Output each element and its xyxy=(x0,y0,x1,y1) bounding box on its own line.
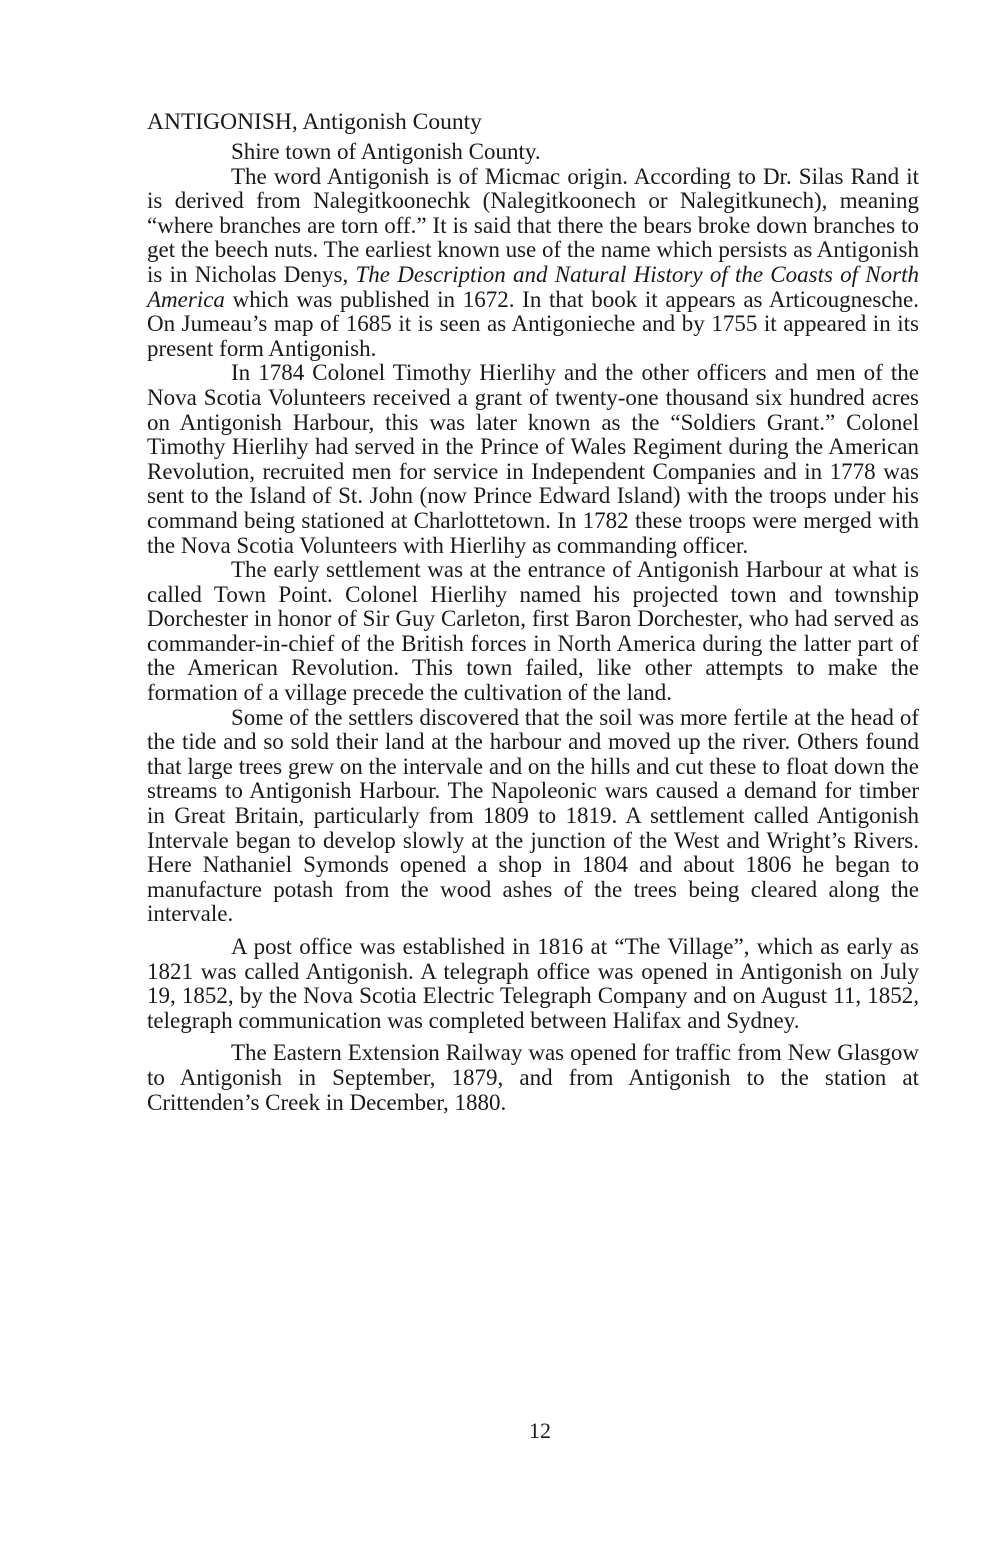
paragraph-name-origin-part-2: which was published in 1672. In that book it appears as Articougnesche. On Jumeau’s map of 1685 it is seen as Antigonieche and by 1755 it appeared in its present form Antigonish. xyxy=(147,286,919,361)
page-heading: ANTIGONISH, Antigonish County xyxy=(147,109,482,135)
paragraph-post-office: A post office was established in 1816 at “The Village”, which as early as 1821 was called Antigonish. A telegraph office was opened in Antigonish on July 19, 1852, by the Nova Scotia Electric Telegraph Company and on August 11, 1852, telegraph communication was completed between Halifax and Sydney. xyxy=(147,934,919,1033)
paragraph-early-settlement: The early settlement was at the entrance of Antigonish Harbour at what is called Town Point. Colonel Hierlihy named his projected town and township Dorchester in honor of Sir Guy Carleton, first Baron Dorchester, who had served as commander-in-chief of the British forces in North America during the latter part of the American Revolution. This town failed, like other attempts to make the formation of a village precede the cultivation of the land. xyxy=(147,557,919,706)
paragraph-name-origin-part-1: The word Antigonish is of Micmac origin. According to Dr. Silas Rand it is derived from Nalegitkoonechk (Nalegitkoonech or Nalegitkunech), meaning “where branches are torn off.” It is said that there the bears broke down branches to get the beech nuts. The earliest known use of the name which persists as Antigonish is in Nicholas Denys, xyxy=(147,163,919,287)
book-title: The Description and Natural History of the Coasts of North America xyxy=(147,261,919,312)
page-number: 12 xyxy=(529,1418,551,1443)
paragraph-name-origin xyxy=(147,165,919,362)
page-body xyxy=(147,108,919,1115)
paragraph-railway: The Eastern Extension Railway was opened for traffic from New Glasgow to Antigonish in September, 1879, and from Antigonish to the station at Crittenden’s Creek in December, 1880. xyxy=(147,1040,919,1115)
paragraph-shire-town: Shire town of Antigonish County. xyxy=(231,139,541,164)
paragraph-soldiers-grant: In 1784 Colonel Timothy Hierlihy and the other officers and men of the Nova Scotia Volunteers received a grant of twenty-one thousand six hundred acres on Antigonish Harbour, this was later known as the “Soldiers Grant.” Colonel Timothy Hierlihy had served in the Prince of Wales Regiment during the American Revolution, recruited men for service in Independent Companies and in 1778 was sent to the Island of St. John (now Prince Edward Island) with the troops under his command being stationed at Charlottetown. In 1782 these troops were merged with the Nova Scotia Volunteers with Hierlihy as commanding officer. xyxy=(147,360,919,558)
paragraph-settlers: Some of the settlers discovered that the soil was more fertile at the head of the tide and so sold their land at the harbour and moved up the river. Others found that large trees grew on the intervale and on the hills and cut these to float down the streams to Antigonish Harbour. The Napoleonic wars caused a demand for timber in Great Britain, particularly from 1809 to 1819. A settlement called Antigonish Intervale began to develop slowly at the junction of the West and Wright’s Rivers. Here Nathaniel Symonds opened a shop in 1804 and about 1806 he began to manufacture potash from the wood ashes of the trees being cleared along the intervale. xyxy=(147,704,919,927)
